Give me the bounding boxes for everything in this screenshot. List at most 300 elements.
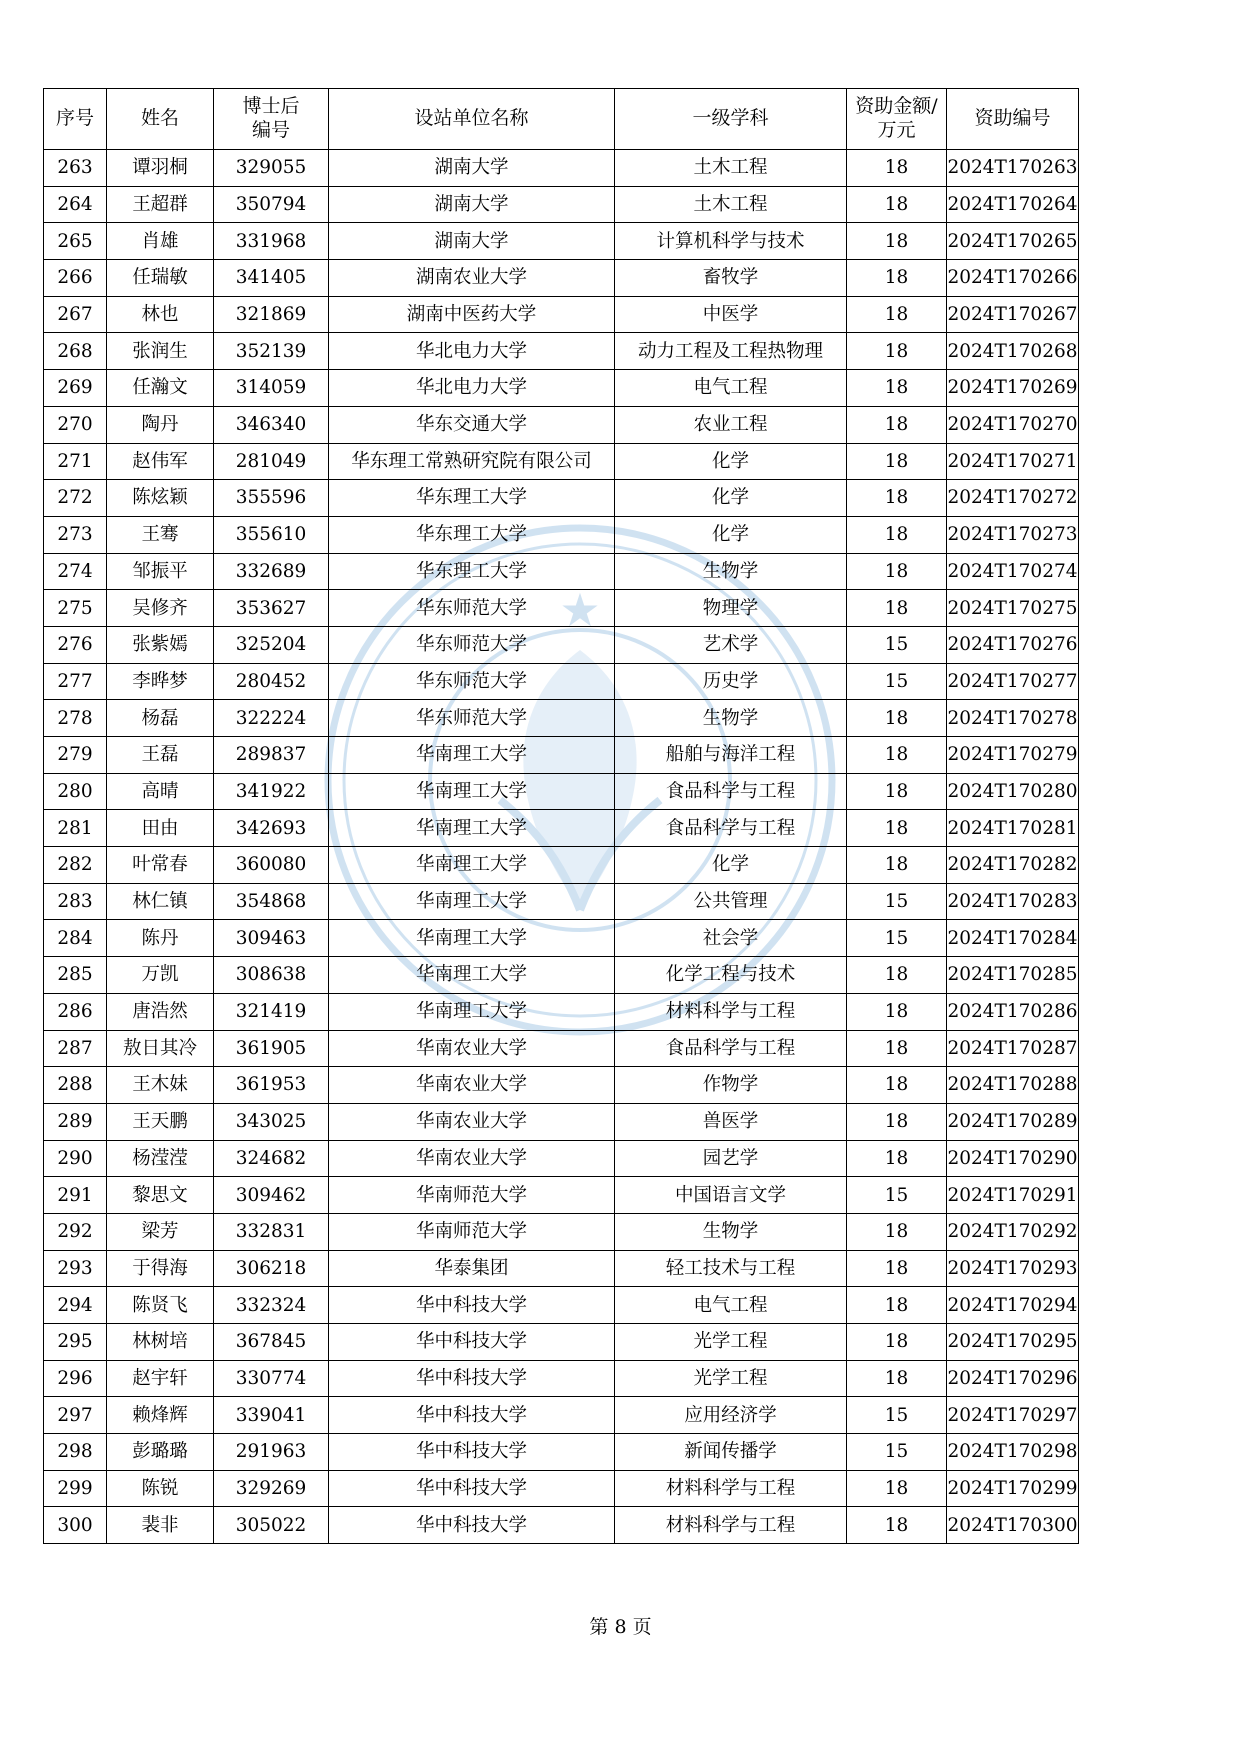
cell-amount: 18 bbox=[847, 1250, 947, 1287]
cell-institution: 华南理工大学 bbox=[329, 993, 615, 1030]
col-header-postdoc-id-line2: 编号 bbox=[251, 119, 290, 141]
cell-index: 291 bbox=[44, 1177, 107, 1214]
cell-grant-no: 2024T170272 bbox=[947, 480, 1079, 517]
cell-institution: 湖南大学 bbox=[329, 223, 615, 260]
cell-institution: 华中科技大学 bbox=[329, 1287, 615, 1324]
cell-institution: 华中科技大学 bbox=[329, 1470, 615, 1507]
table-row bbox=[44, 223, 1079, 260]
cell-discipline: 食品科学与工程 bbox=[615, 810, 847, 847]
cell-amount: 18 bbox=[847, 810, 947, 847]
cell-postdoc-id: 321869 bbox=[214, 296, 329, 333]
cell-name: 赵伟军 bbox=[107, 443, 214, 480]
cell-grant-no: 2024T170298 bbox=[947, 1434, 1079, 1471]
cell-grant-no: 2024T170268 bbox=[947, 333, 1079, 370]
cell-index: 288 bbox=[44, 1067, 107, 1104]
cell-institution: 华南理工大学 bbox=[329, 883, 615, 920]
cell-institution: 华东师范大学 bbox=[329, 590, 615, 627]
cell-index: 271 bbox=[44, 443, 107, 480]
table-row bbox=[44, 1103, 1079, 1140]
cell-postdoc-id: 291963 bbox=[214, 1434, 329, 1471]
cell-postdoc-id: 367845 bbox=[214, 1324, 329, 1361]
cell-institution: 华北电力大学 bbox=[329, 333, 615, 370]
cell-grant-no: 2024T170278 bbox=[947, 700, 1079, 737]
table-row bbox=[44, 1067, 1079, 1104]
cell-discipline: 畜牧学 bbox=[615, 260, 847, 297]
cell-amount: 18 bbox=[847, 1507, 947, 1544]
table-row bbox=[44, 1250, 1079, 1287]
cell-institution: 华东师范大学 bbox=[329, 700, 615, 737]
table-row bbox=[44, 406, 1079, 443]
cell-institution: 湖南大学 bbox=[329, 150, 615, 187]
cell-postdoc-id: 331968 bbox=[214, 223, 329, 260]
cell-amount: 18 bbox=[847, 1103, 947, 1140]
cell-grant-no: 2024T170290 bbox=[947, 1140, 1079, 1177]
table-row bbox=[44, 920, 1079, 957]
cell-amount: 18 bbox=[847, 223, 947, 260]
cell-index: 269 bbox=[44, 370, 107, 407]
cell-grant-no: 2024T170273 bbox=[947, 516, 1079, 553]
cell-name: 任瀚文 bbox=[107, 370, 214, 407]
cell-institution: 华南理工大学 bbox=[329, 773, 615, 810]
cell-name: 谭羽桐 bbox=[107, 150, 214, 187]
cell-discipline: 化学 bbox=[615, 847, 847, 884]
table-body bbox=[44, 150, 1079, 1544]
cell-name: 邹振平 bbox=[107, 553, 214, 590]
cell-institution: 华南理工大学 bbox=[329, 737, 615, 774]
cell-grant-no: 2024T170300 bbox=[947, 1507, 1079, 1544]
cell-discipline: 新闻传播学 bbox=[615, 1434, 847, 1471]
cell-grant-no: 2024T170271 bbox=[947, 443, 1079, 480]
cell-name: 梁芳 bbox=[107, 1213, 214, 1250]
cell-amount: 18 bbox=[847, 1360, 947, 1397]
cell-postdoc-id: 360080 bbox=[214, 847, 329, 884]
cell-discipline: 化学 bbox=[615, 443, 847, 480]
cell-grant-no: 2024T170280 bbox=[947, 773, 1079, 810]
cell-amount: 18 bbox=[847, 443, 947, 480]
cell-discipline: 光学工程 bbox=[615, 1324, 847, 1361]
cell-postdoc-id: 322224 bbox=[214, 700, 329, 737]
cell-discipline: 生物学 bbox=[615, 700, 847, 737]
cell-discipline: 材料科学与工程 bbox=[615, 993, 847, 1030]
cell-postdoc-id: 314059 bbox=[214, 370, 329, 407]
cell-postdoc-id: 352139 bbox=[214, 333, 329, 370]
cell-discipline: 电气工程 bbox=[615, 1287, 847, 1324]
cell-institution: 华中科技大学 bbox=[329, 1397, 615, 1434]
cell-amount: 18 bbox=[847, 1030, 947, 1067]
cell-index: 297 bbox=[44, 1397, 107, 1434]
cell-institution: 华中科技大学 bbox=[329, 1507, 615, 1544]
cell-name: 任瑞敏 bbox=[107, 260, 214, 297]
cell-discipline: 化学 bbox=[615, 516, 847, 553]
cell-amount: 18 bbox=[847, 590, 947, 627]
cell-name: 吴修齐 bbox=[107, 590, 214, 627]
cell-name: 李晔梦 bbox=[107, 663, 214, 700]
page-number-footer: 第 8 页 bbox=[589, 1616, 652, 1638]
cell-index: 270 bbox=[44, 406, 107, 443]
col-header-institution: 设站单位名称 bbox=[329, 89, 615, 150]
cell-name: 陶丹 bbox=[107, 406, 214, 443]
cell-amount: 15 bbox=[847, 663, 947, 700]
cell-discipline: 应用经济学 bbox=[615, 1397, 847, 1434]
cell-institution: 湖南农业大学 bbox=[329, 260, 615, 297]
cell-institution: 华东交通大学 bbox=[329, 406, 615, 443]
cell-postdoc-id: 350794 bbox=[214, 186, 329, 223]
cell-postdoc-id: 346340 bbox=[214, 406, 329, 443]
cell-name: 陈贤飞 bbox=[107, 1287, 214, 1324]
cell-discipline: 材料科学与工程 bbox=[615, 1507, 847, 1544]
cell-grant-no: 2024T170277 bbox=[947, 663, 1079, 700]
table-row bbox=[44, 1434, 1079, 1471]
cell-grant-no: 2024T170267 bbox=[947, 296, 1079, 333]
cell-amount: 18 bbox=[847, 847, 947, 884]
cell-grant-no: 2024T170282 bbox=[947, 847, 1079, 884]
cell-name: 王木妹 bbox=[107, 1067, 214, 1104]
cell-discipline: 动力工程及工程热物理 bbox=[615, 333, 847, 370]
cell-name: 林树培 bbox=[107, 1324, 214, 1361]
cell-amount: 18 bbox=[847, 957, 947, 994]
cell-institution: 华南农业大学 bbox=[329, 1103, 615, 1140]
cell-institution: 华南农业大学 bbox=[329, 1140, 615, 1177]
cell-discipline: 公共管理 bbox=[615, 883, 847, 920]
funding-list-table-container bbox=[43, 88, 1078, 1544]
cell-institution: 华南农业大学 bbox=[329, 1067, 615, 1104]
cell-institution: 华南理工大学 bbox=[329, 920, 615, 957]
cell-institution: 华东师范大学 bbox=[329, 663, 615, 700]
cell-amount: 18 bbox=[847, 150, 947, 187]
col-header-name: 姓名 bbox=[107, 89, 214, 150]
cell-index: 286 bbox=[44, 993, 107, 1030]
cell-name: 于得海 bbox=[107, 1250, 214, 1287]
table-row bbox=[44, 296, 1079, 333]
cell-amount: 15 bbox=[847, 1397, 947, 1434]
cell-amount: 15 bbox=[847, 883, 947, 920]
cell-amount: 18 bbox=[847, 1470, 947, 1507]
cell-grant-no: 2024T170296 bbox=[947, 1360, 1079, 1397]
cell-postdoc-id: 308638 bbox=[214, 957, 329, 994]
cell-grant-no: 2024T170264 bbox=[947, 186, 1079, 223]
cell-amount: 18 bbox=[847, 993, 947, 1030]
cell-postdoc-id: 281049 bbox=[214, 443, 329, 480]
cell-postdoc-id: 289837 bbox=[214, 737, 329, 774]
cell-grant-no: 2024T170283 bbox=[947, 883, 1079, 920]
cell-postdoc-id: 305022 bbox=[214, 1507, 329, 1544]
cell-grant-no: 2024T170293 bbox=[947, 1250, 1079, 1287]
cell-institution: 华东理工大学 bbox=[329, 553, 615, 590]
cell-grant-no: 2024T170289 bbox=[947, 1103, 1079, 1140]
col-header-discipline: 一级学科 bbox=[615, 89, 847, 150]
cell-amount: 15 bbox=[847, 626, 947, 663]
cell-institution: 华南理工大学 bbox=[329, 957, 615, 994]
cell-discipline: 中国语言文学 bbox=[615, 1177, 847, 1214]
cell-postdoc-id: 355610 bbox=[214, 516, 329, 553]
cell-institution: 华东理工大学 bbox=[329, 480, 615, 517]
cell-postdoc-id: 361953 bbox=[214, 1067, 329, 1104]
cell-postdoc-id: 355596 bbox=[214, 480, 329, 517]
cell-amount: 18 bbox=[847, 737, 947, 774]
cell-postdoc-id: 306218 bbox=[214, 1250, 329, 1287]
cell-grant-no: 2024T170285 bbox=[947, 957, 1079, 994]
cell-index: 276 bbox=[44, 626, 107, 663]
cell-amount: 18 bbox=[847, 333, 947, 370]
table-row bbox=[44, 1177, 1079, 1214]
cell-index: 273 bbox=[44, 516, 107, 553]
cell-index: 265 bbox=[44, 223, 107, 260]
cell-postdoc-id: 309462 bbox=[214, 1177, 329, 1214]
cell-amount: 18 bbox=[847, 186, 947, 223]
cell-amount: 18 bbox=[847, 1213, 947, 1250]
cell-discipline: 中医学 bbox=[615, 296, 847, 333]
cell-discipline: 艺术学 bbox=[615, 626, 847, 663]
cell-institution: 华东师范大学 bbox=[329, 626, 615, 663]
cell-name: 林也 bbox=[107, 296, 214, 333]
cell-amount: 18 bbox=[847, 1140, 947, 1177]
cell-discipline: 园艺学 bbox=[615, 1140, 847, 1177]
cell-postdoc-id: 280452 bbox=[214, 663, 329, 700]
cell-name: 张紫嫣 bbox=[107, 626, 214, 663]
cell-postdoc-id: 332689 bbox=[214, 553, 329, 590]
cell-discipline: 食品科学与工程 bbox=[615, 1030, 847, 1067]
col-header-amount bbox=[847, 89, 947, 150]
cell-name: 万凯 bbox=[107, 957, 214, 994]
table-row bbox=[44, 1324, 1079, 1361]
cell-discipline: 船舶与海洋工程 bbox=[615, 737, 847, 774]
cell-grant-no: 2024T170284 bbox=[947, 920, 1079, 957]
cell-index: 293 bbox=[44, 1250, 107, 1287]
cell-institution: 湖南中医药大学 bbox=[329, 296, 615, 333]
cell-discipline: 物理学 bbox=[615, 590, 847, 627]
table-row bbox=[44, 480, 1079, 517]
cell-institution: 华南理工大学 bbox=[329, 847, 615, 884]
table-row bbox=[44, 737, 1079, 774]
cell-institution: 华南师范大学 bbox=[329, 1213, 615, 1250]
cell-index: 284 bbox=[44, 920, 107, 957]
cell-institution: 华北电力大学 bbox=[329, 370, 615, 407]
cell-grant-no: 2024T170294 bbox=[947, 1287, 1079, 1324]
cell-index: 289 bbox=[44, 1103, 107, 1140]
funding-list-table bbox=[43, 88, 1079, 1544]
cell-institution: 华东理工大学 bbox=[329, 516, 615, 553]
cell-grant-no: 2024T170288 bbox=[947, 1067, 1079, 1104]
table-header-row bbox=[44, 89, 1079, 150]
col-header-index: 序号 bbox=[44, 89, 107, 150]
cell-postdoc-id: 332324 bbox=[214, 1287, 329, 1324]
cell-discipline: 作物学 bbox=[615, 1067, 847, 1104]
cell-index: 300 bbox=[44, 1507, 107, 1544]
cell-postdoc-id: 332831 bbox=[214, 1213, 329, 1250]
cell-postdoc-id: 321419 bbox=[214, 993, 329, 1030]
table-row bbox=[44, 700, 1079, 737]
cell-name: 陈锐 bbox=[107, 1470, 214, 1507]
cell-postdoc-id: 324682 bbox=[214, 1140, 329, 1177]
cell-grant-no: 2024T170270 bbox=[947, 406, 1079, 443]
col-header-postdoc-id bbox=[214, 89, 329, 150]
cell-amount: 18 bbox=[847, 700, 947, 737]
cell-discipline: 生物学 bbox=[615, 1213, 847, 1250]
table-row bbox=[44, 150, 1079, 187]
cell-amount: 18 bbox=[847, 516, 947, 553]
cell-index: 299 bbox=[44, 1470, 107, 1507]
table-row bbox=[44, 773, 1079, 810]
cell-index: 277 bbox=[44, 663, 107, 700]
cell-grant-no: 2024T170299 bbox=[947, 1470, 1079, 1507]
cell-name: 王天鹏 bbox=[107, 1103, 214, 1140]
cell-discipline: 土木工程 bbox=[615, 186, 847, 223]
cell-institution: 湖南大学 bbox=[329, 186, 615, 223]
cell-grant-no: 2024T170279 bbox=[947, 737, 1079, 774]
cell-index: 294 bbox=[44, 1287, 107, 1324]
cell-name: 唐浩然 bbox=[107, 993, 214, 1030]
cell-amount: 15 bbox=[847, 1177, 947, 1214]
cell-amount: 18 bbox=[847, 370, 947, 407]
cell-discipline: 化学 bbox=[615, 480, 847, 517]
table-row bbox=[44, 553, 1079, 590]
cell-index: 263 bbox=[44, 150, 107, 187]
table-row bbox=[44, 1360, 1079, 1397]
cell-discipline: 光学工程 bbox=[615, 1360, 847, 1397]
table-row bbox=[44, 1213, 1079, 1250]
col-header-postdoc-id-line1: 博士后 bbox=[242, 95, 300, 118]
cell-amount: 18 bbox=[847, 296, 947, 333]
col-header-grant-no: 资助编号 bbox=[947, 89, 1079, 150]
table-row bbox=[44, 260, 1079, 297]
cell-index: 278 bbox=[44, 700, 107, 737]
cell-grant-no: 2024T170295 bbox=[947, 1324, 1079, 1361]
cell-amount: 18 bbox=[847, 773, 947, 810]
cell-postdoc-id: 342693 bbox=[214, 810, 329, 847]
cell-grant-no: 2024T170266 bbox=[947, 260, 1079, 297]
cell-grant-no: 2024T170274 bbox=[947, 553, 1079, 590]
table-row bbox=[44, 993, 1079, 1030]
cell-name: 黎思文 bbox=[107, 1177, 214, 1214]
cell-postdoc-id: 341405 bbox=[214, 260, 329, 297]
cell-index: 275 bbox=[44, 590, 107, 627]
cell-institution: 华中科技大学 bbox=[329, 1360, 615, 1397]
cell-name: 张润生 bbox=[107, 333, 214, 370]
cell-discipline: 电气工程 bbox=[615, 370, 847, 407]
table-row bbox=[44, 847, 1079, 884]
cell-postdoc-id: 325204 bbox=[214, 626, 329, 663]
table-row bbox=[44, 957, 1079, 994]
cell-amount: 15 bbox=[847, 1434, 947, 1471]
cell-index: 272 bbox=[44, 480, 107, 517]
table-row bbox=[44, 1470, 1079, 1507]
cell-index: 274 bbox=[44, 553, 107, 590]
cell-grant-no: 2024T170297 bbox=[947, 1397, 1079, 1434]
cell-discipline: 历史学 bbox=[615, 663, 847, 700]
cell-name: 高晴 bbox=[107, 773, 214, 810]
cell-index: 296 bbox=[44, 1360, 107, 1397]
table-row bbox=[44, 186, 1079, 223]
cell-name: 杨滢滢 bbox=[107, 1140, 214, 1177]
cell-index: 267 bbox=[44, 296, 107, 333]
cell-index: 298 bbox=[44, 1434, 107, 1471]
cell-postdoc-id: 343025 bbox=[214, 1103, 329, 1140]
cell-discipline: 轻工技术与工程 bbox=[615, 1250, 847, 1287]
cell-amount: 18 bbox=[847, 1324, 947, 1361]
cell-amount: 18 bbox=[847, 553, 947, 590]
cell-postdoc-id: 329269 bbox=[214, 1470, 329, 1507]
cell-postdoc-id: 341922 bbox=[214, 773, 329, 810]
cell-index: 292 bbox=[44, 1213, 107, 1250]
cell-index: 282 bbox=[44, 847, 107, 884]
cell-name: 叶常春 bbox=[107, 847, 214, 884]
cell-amount: 18 bbox=[847, 406, 947, 443]
table-row bbox=[44, 1397, 1079, 1434]
cell-grant-no: 2024T170281 bbox=[947, 810, 1079, 847]
cell-name: 杨磊 bbox=[107, 700, 214, 737]
cell-name: 田由 bbox=[107, 810, 214, 847]
cell-institution: 华南理工大学 bbox=[329, 810, 615, 847]
cell-discipline: 农业工程 bbox=[615, 406, 847, 443]
cell-postdoc-id: 330774 bbox=[214, 1360, 329, 1397]
cell-name: 彭璐璐 bbox=[107, 1434, 214, 1471]
cell-index: 266 bbox=[44, 260, 107, 297]
cell-postdoc-id: 309463 bbox=[214, 920, 329, 957]
cell-index: 287 bbox=[44, 1030, 107, 1067]
cell-name: 敖日其冷 bbox=[107, 1030, 214, 1067]
cell-index: 285 bbox=[44, 957, 107, 994]
cell-name: 王超群 bbox=[107, 186, 214, 223]
table-row bbox=[44, 370, 1079, 407]
cell-grant-no: 2024T170263 bbox=[947, 150, 1079, 187]
table-row bbox=[44, 333, 1079, 370]
cell-discipline: 土木工程 bbox=[615, 150, 847, 187]
cell-grant-no: 2024T170291 bbox=[947, 1177, 1079, 1214]
cell-index: 281 bbox=[44, 810, 107, 847]
cell-amount: 18 bbox=[847, 260, 947, 297]
cell-index: 268 bbox=[44, 333, 107, 370]
cell-name: 王磊 bbox=[107, 737, 214, 774]
cell-postdoc-id: 354868 bbox=[214, 883, 329, 920]
cell-grant-no: 2024T170276 bbox=[947, 626, 1079, 663]
col-header-amount-line1: 资助金额/ bbox=[855, 95, 938, 118]
cell-discipline: 计算机科学与技术 bbox=[615, 223, 847, 260]
cell-discipline: 化学工程与技术 bbox=[615, 957, 847, 994]
cell-grant-no: 2024T170292 bbox=[947, 1213, 1079, 1250]
cell-name: 赖烽辉 bbox=[107, 1397, 214, 1434]
cell-name: 陈丹 bbox=[107, 920, 214, 957]
cell-grant-no: 2024T170269 bbox=[947, 370, 1079, 407]
cell-institution: 华南师范大学 bbox=[329, 1177, 615, 1214]
table-row bbox=[44, 1030, 1079, 1067]
table-row bbox=[44, 1287, 1079, 1324]
table-row bbox=[44, 663, 1079, 700]
cell-discipline: 生物学 bbox=[615, 553, 847, 590]
table-row bbox=[44, 626, 1079, 663]
cell-institution: 华南农业大学 bbox=[329, 1030, 615, 1067]
cell-name: 陈炫颖 bbox=[107, 480, 214, 517]
cell-postdoc-id: 361905 bbox=[214, 1030, 329, 1067]
table-row bbox=[44, 516, 1079, 553]
svg-text:★: ★ bbox=[559, 583, 601, 637]
cell-amount: 18 bbox=[847, 1067, 947, 1104]
cell-grant-no: 2024T170286 bbox=[947, 993, 1079, 1030]
table-row bbox=[44, 443, 1079, 480]
cell-amount: 18 bbox=[847, 1287, 947, 1324]
cell-institution: 华泰集团 bbox=[329, 1250, 615, 1287]
cell-discipline: 社会学 bbox=[615, 920, 847, 957]
cell-discipline: 食品科学与工程 bbox=[615, 773, 847, 810]
cell-discipline: 兽医学 bbox=[615, 1103, 847, 1140]
cell-grant-no: 2024T170265 bbox=[947, 223, 1079, 260]
cell-name: 林仁镇 bbox=[107, 883, 214, 920]
cell-name: 赵宇轩 bbox=[107, 1360, 214, 1397]
cell-institution: 华中科技大学 bbox=[329, 1324, 615, 1361]
table-row bbox=[44, 1140, 1079, 1177]
cell-index: 279 bbox=[44, 737, 107, 774]
cell-index: 280 bbox=[44, 773, 107, 810]
cell-postdoc-id: 339041 bbox=[214, 1397, 329, 1434]
